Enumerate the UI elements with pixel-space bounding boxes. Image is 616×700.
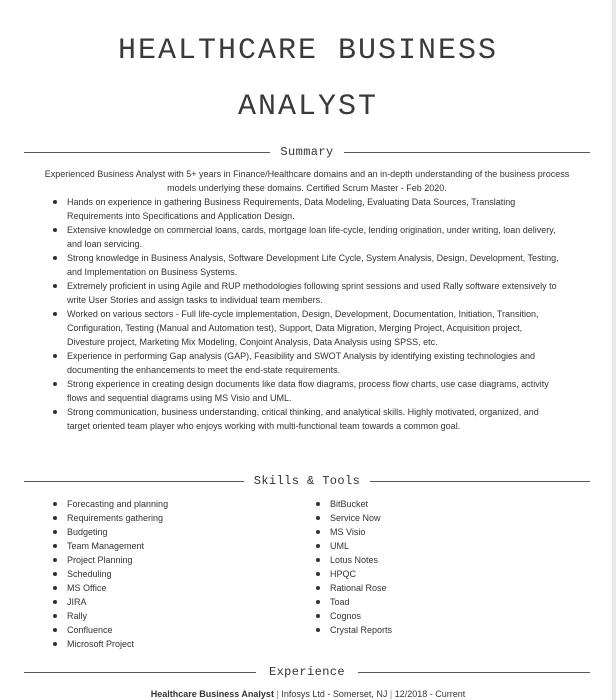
skill-item: BitBucket — [313, 497, 513, 511]
skill-item: Confluence — [50, 623, 250, 637]
skill-item: Budgeting — [50, 525, 250, 539]
job-title: Healthcare Business Analyst — [150, 689, 274, 699]
experience-heading-label: Experience — [268, 665, 345, 679]
summary-rule-right — [344, 152, 590, 153]
summary-bullet: Extensive knowledge on commercial loans, cards, mortgage loan life-cycle, lending origination, under writing, loan delivery, and loan servicing. — [50, 223, 560, 251]
experience-entry-line — [0, 688, 616, 700]
experience-heading — [24, 664, 590, 680]
separator: | — [276, 689, 279, 699]
skills-list-right — [313, 497, 513, 637]
skills-rule-right — [370, 481, 590, 482]
skill-item: MS Visio — [313, 525, 513, 539]
summary-bullet: Worked on various sectors - Full life-cycle implementation, Design, Development, Documentation, Initiation, Transition, Configuration, Testing (Manual and Automation test), Support, Data Migration, Merging Project, Acquisition project, Divesture project, Marketing Mix Modeling, Conjoint Analysis, Data Analysis using SPSS, etc. — [50, 307, 560, 349]
summary-heading-label: Summary — [280, 145, 334, 159]
summary-bullet-list — [50, 195, 560, 433]
summary-bullet: Strong experience in creating design documents like data flow diagrams, process flow charts, use case diagrams, activity flows and sequential diagrams using MS Visio and UML. — [50, 377, 560, 405]
summary-intro: Experienced Business Analyst with 5+ years in Finance/Healthcare domains and an in-depth understanding of the business process models underlying these domains. Certified Scrum Master - Feb 2020. — [44, 169, 570, 193]
experience-rule-right — [358, 672, 590, 673]
separator: | — [389, 689, 393, 699]
job-dates: 12/2018 - Current — [394, 689, 466, 699]
skill-item: Service Now — [313, 511, 513, 525]
skill-item: Microsoft Project — [50, 637, 250, 651]
skill-item: HPQC — [313, 567, 513, 581]
skill-item: UML — [313, 539, 513, 553]
resume-title-line-2: ANALYST — [237, 90, 379, 124]
resume-title-line-1: HEALTHCARE BUSINESS — [117, 34, 499, 68]
skill-item: Team Management — [50, 539, 250, 553]
skill-item: Requirements gathering — [50, 511, 250, 525]
summary-bullet: Strong communication, business understanding, critical thinking, and analytical skills. Highly motivated, organized, and target oriented team player who enjoys working with multi-functional team towards a common goal. — [50, 405, 560, 433]
skill-item: Rational Rose — [313, 581, 513, 595]
skill-item: Cognos — [313, 609, 513, 623]
skills-heading — [24, 473, 590, 489]
summary-bullet: Hands on experience in gathering Business Requirements, Data Modeling, Evaluating Data Sources, Translating Requirements into Specifications and Application Design. — [50, 195, 560, 223]
summary-bullet: Experience in performing Gap analysis (GAP), Feasibility and SWOT Analysis by identifying existing technologies and documenting the enhancements to meet the end-state requirements. — [50, 349, 560, 377]
skill-item: Crystal Reports — [313, 623, 513, 637]
skill-item: MS Office — [50, 581, 250, 595]
summary-bullet: Extremely proficient in using Agile and RUP methodologies following sprint sessions and used Rally software extensively to write User Stories and assign tasks to individual team members. — [50, 279, 560, 307]
summary-bullet: Strong knowledge in Business Analysis, Software Development Life Cycle, System Analysis, Design, Development, Testing, and Implementation on Business Systems. — [50, 251, 560, 279]
summary-heading — [24, 144, 590, 160]
skill-item: JIRA — [50, 595, 250, 609]
company-location: Infosys Ltd - Somerset, NJ — [281, 689, 388, 699]
skill-item: Scheduling — [50, 567, 250, 581]
skill-item: Toad — [313, 595, 513, 609]
skill-item: Rally — [50, 609, 250, 623]
skills-heading-label: Skills & Tools — [253, 474, 361, 488]
skill-item: Project Planning — [50, 553, 250, 567]
skills-list-left — [50, 497, 250, 651]
skill-item: Lotus Notes — [313, 553, 513, 567]
skill-item: Forecasting and planning — [50, 497, 250, 511]
